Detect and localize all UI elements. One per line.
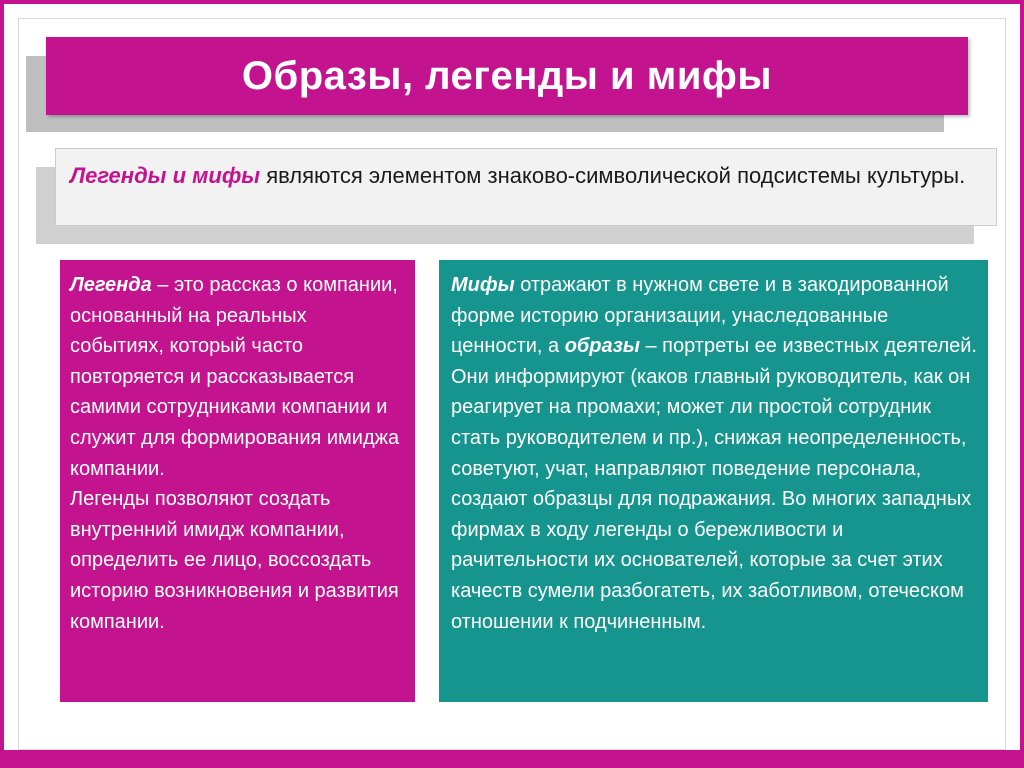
myths-text-2: – портреты ее известных деятелей. Они информируют (каков главный руководитель, как он реагирует на промахи; может ли простой сотрудник стать руководителем и пр.), снижая неопределенность, советуют, учат, направляют поведение персонала, создают образцы для подражания. Во многих западных фирмах в ходу легенды о бережливости и рачительности их основателей, которые за счет этих качеств сумели разбогатеть, их заботливом, отеческом отношении к подчиненным. [451, 335, 977, 633]
legend-paragraph-2: Легенды позволяют создать внутренний имидж компании, определить ее лицо, воссоздать историю возникновения и развития компании. [70, 488, 399, 633]
legend-paragraph [70, 270, 405, 484]
myths-text-1: отражают в нужном свете и в закодированной форме историю организации, унаследованные ценности, а [451, 274, 949, 358]
myths-term: Мифы [451, 274, 515, 296]
intro-term: Легенды и мифы [70, 163, 261, 188]
slide-title: Образы, легенды и мифы [241, 53, 773, 98]
images-term: образы [564, 335, 640, 358]
bottom-stripe [0, 750, 1024, 768]
legend-term: Легенда [70, 274, 152, 296]
myths-card [439, 260, 988, 702]
intro-text: являются элементом знаково-символической подсистемы культуры. [260, 163, 966, 188]
legend-text: – это рассказ о компании, основанный на реальных событиях, который часто повторяется и рассказывается самими сотрудниками компании и служит для формирования имиджа компании. [70, 274, 400, 480]
legend-card [60, 260, 415, 702]
intro-box [55, 148, 997, 226]
title-bar [46, 37, 968, 115]
myths-paragraph [451, 270, 978, 637]
